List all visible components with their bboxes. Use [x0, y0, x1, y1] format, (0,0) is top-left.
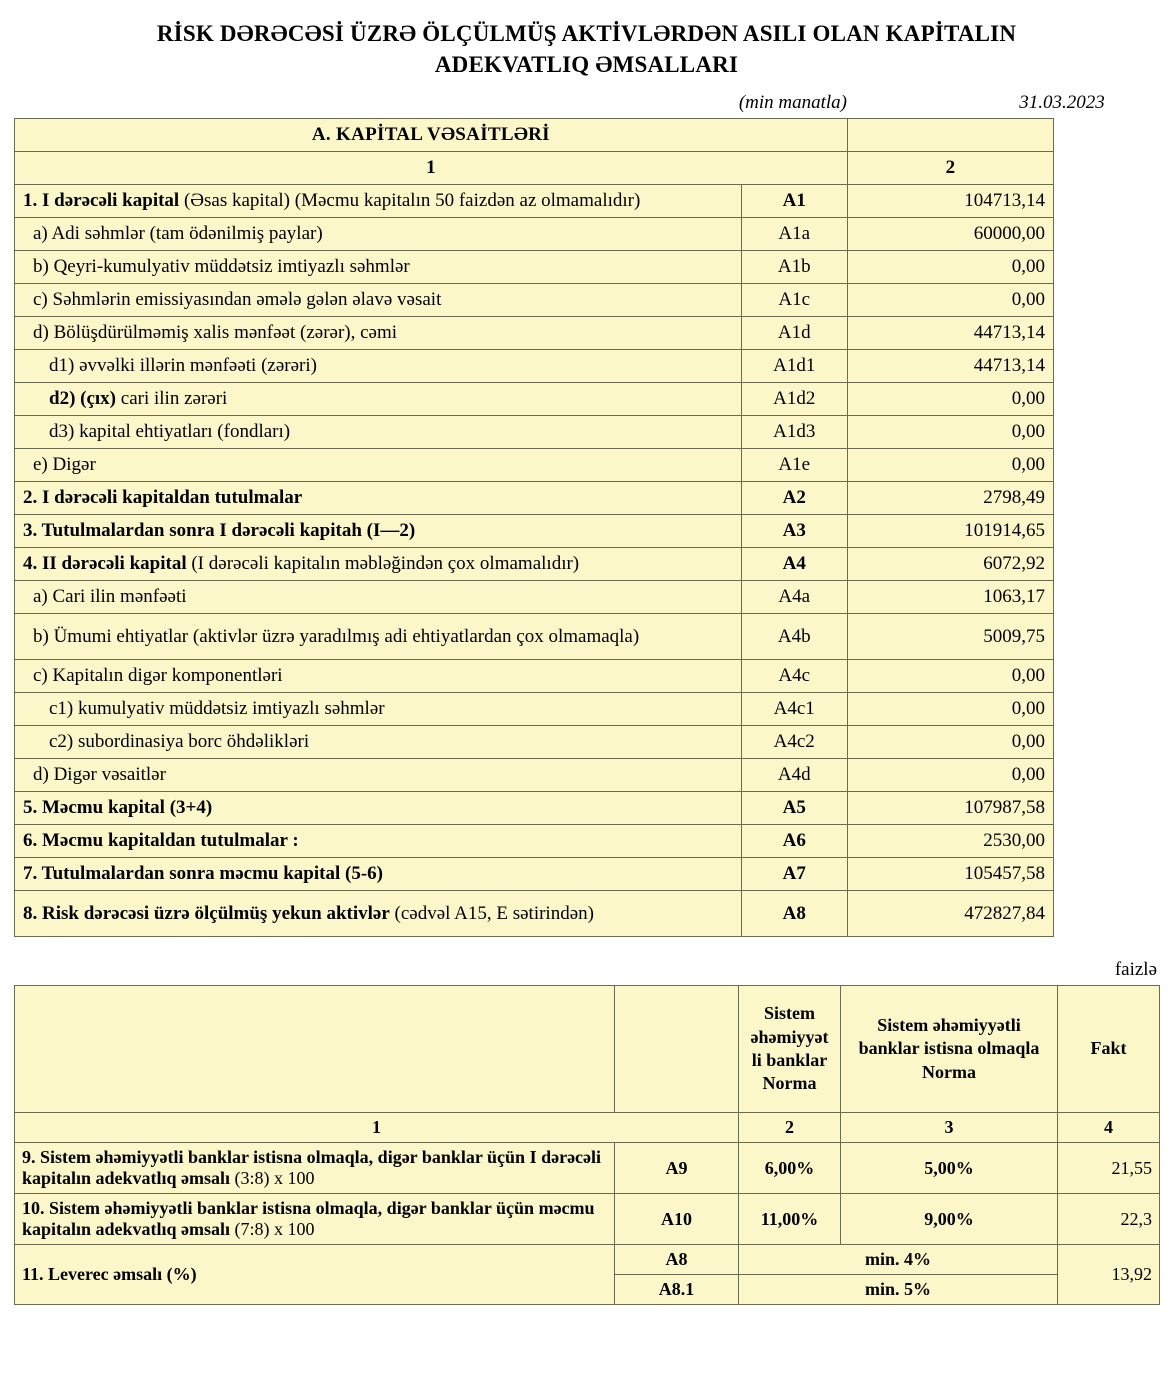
row-value: 0,00	[847, 284, 1053, 317]
table-row	[15, 383, 1054, 416]
table-row	[15, 891, 1054, 937]
row-label-rest: cari ilin zərəri	[116, 388, 228, 410]
row-fakt: 13,92	[1058, 1245, 1160, 1305]
row-value: 1063,17	[847, 581, 1053, 614]
row-value: 107987,58	[847, 792, 1053, 825]
ratios-header-norm-non-systemic: Sistem əhəmiyyətli banklar istisna olmaqla Norma	[841, 986, 1058, 1113]
capital-table-body	[15, 119, 1054, 937]
row-code: A9	[615, 1143, 739, 1194]
row-label-bold: 7. Tutulmalardan sonra məcmu kapital (5-6)	[23, 863, 383, 885]
row-code: A1d2	[741, 383, 847, 416]
row-label-bold: 2. I dərəcəli kapitaldan tutulmalar	[23, 487, 303, 509]
section-header-row	[15, 119, 1054, 152]
row-code: A2	[741, 482, 847, 515]
row-description	[15, 693, 742, 726]
row-code: A1d3	[741, 416, 847, 449]
row-value: 0,00	[847, 759, 1053, 792]
row-label-rest: a) Cari ilin mənfəəti	[33, 586, 187, 608]
row-value: 44713,14	[847, 317, 1053, 350]
table-row	[15, 825, 1054, 858]
table-row	[15, 482, 1054, 515]
row-label-bold: 8. Risk dərəcəsi üzrə ölçülmüş yekun aktivlər	[23, 902, 390, 924]
table-row	[15, 693, 1054, 726]
row-norm-a81: min. 5%	[739, 1275, 1058, 1305]
row-code: A1d1	[741, 350, 847, 383]
row-code: A5	[741, 792, 847, 825]
row-label-rest: c) Kapitalın digər komponentləri	[33, 665, 283, 687]
row-code: A7	[741, 858, 847, 891]
row-value: 0,00	[847, 416, 1053, 449]
table-row	[15, 660, 1054, 693]
row-label-bold: d2) (çıx)	[49, 388, 117, 410]
table-row	[15, 1194, 1160, 1245]
row-description	[15, 317, 742, 350]
capital-funds-table	[14, 118, 1054, 937]
leverage-row-first	[15, 1245, 1160, 1275]
row-value: 105457,58	[847, 858, 1053, 891]
column-number-row	[15, 152, 1054, 185]
row-code: A4c1	[741, 693, 847, 726]
row-fakt: 22,3	[1058, 1194, 1160, 1245]
table-row	[15, 317, 1054, 350]
row-code: A1b	[741, 251, 847, 284]
table-row	[15, 792, 1054, 825]
row-value: 0,00	[847, 251, 1053, 284]
page-title-line-1: RİSK DƏRƏCƏSİ ÜZRƏ ÖLÇÜLMÜŞ AKTİVLƏRDƏN ASILI OLAN KAPİTALIN	[156, 21, 1017, 46]
row-norm-systemic: 11,00%	[739, 1194, 841, 1245]
row-description	[15, 251, 742, 284]
row-code: A4	[741, 548, 847, 581]
row-code-a81: A8.1	[615, 1275, 739, 1305]
row-description	[15, 581, 742, 614]
row-label-bold: 9. Sistem əhəmiyyətli banklar istisna olmaqla, digər banklar üçün I dərəcəli kapitalın adekvatlıq əmsalı	[22, 1147, 602, 1189]
row-description	[15, 218, 742, 251]
table-row	[15, 350, 1054, 383]
report-date-label: 31.03.2023	[1019, 92, 1105, 114]
ratios-column-number-2: 2	[739, 1113, 841, 1143]
ratios-header-desc	[15, 986, 615, 1113]
row-value: 0,00	[847, 660, 1053, 693]
ratios-column-number-row	[15, 1113, 1160, 1143]
row-norm-non-systemic: 5,00%	[841, 1143, 1058, 1194]
row-code: A1e	[741, 449, 847, 482]
table-row	[15, 515, 1054, 548]
row-description	[15, 1194, 615, 1245]
row-label-bold: 3. Tutulmalardan sonra I dərəcəli kapitaһ (I—2)	[23, 520, 416, 542]
row-value: 2798,49	[847, 482, 1053, 515]
row-description	[15, 515, 742, 548]
ratios-column-number-4: 4	[1058, 1113, 1160, 1143]
row-label-rest: (I dərəcəli kapitalın məbləğindən çox olmamalıdır)	[186, 553, 580, 575]
row-value: 60000,00	[847, 218, 1053, 251]
ratios-header-norm-systemic: Sistem əhəmiyyət li banklar Norma	[739, 986, 841, 1113]
row-label-bold: 11. Leverec əmsalı (%)	[22, 1264, 197, 1285]
row-code-a8: A8	[615, 1245, 739, 1275]
table-row	[15, 726, 1054, 759]
row-code: A1d	[741, 317, 847, 350]
ratios-header-code	[615, 986, 739, 1113]
ratios-table-body	[15, 986, 1160, 1305]
row-value: 6072,92	[847, 548, 1053, 581]
row-norm-a8: min. 4%	[739, 1245, 1058, 1275]
row-description	[15, 792, 742, 825]
row-value: 472827,84	[847, 891, 1053, 937]
row-norm-systemic: 6,00%	[739, 1143, 841, 1194]
row-description	[15, 726, 742, 759]
row-description	[15, 383, 742, 416]
row-value: 44713,14	[847, 350, 1053, 383]
row-label-rest: d) Bölüşdürülməmiş xalis mənfəət (zərər), cəmi	[33, 322, 398, 344]
row-description	[15, 891, 742, 937]
row-code: A4d	[741, 759, 847, 792]
table-row	[15, 251, 1054, 284]
row-label-rest: e) Digər	[33, 454, 96, 476]
row-value: 0,00	[847, 726, 1053, 759]
row-code: A10	[615, 1194, 739, 1245]
section-header-cell: A. KAPİTAL VƏSAİTLƏRİ	[15, 119, 848, 152]
row-label-bold: 1. I dərəcəli kapital	[23, 190, 180, 212]
row-value: 0,00	[847, 449, 1053, 482]
row-code: A1a	[741, 218, 847, 251]
row-description	[15, 350, 742, 383]
row-code: A8	[741, 891, 847, 937]
table-row	[15, 449, 1054, 482]
row-label-bold: 5. Məcmu kapital (3+4)	[23, 797, 213, 819]
table-row	[15, 858, 1054, 891]
row-value: 0,00	[847, 693, 1053, 726]
table-row	[15, 218, 1054, 251]
row-code: A1c	[741, 284, 847, 317]
row-description	[15, 614, 742, 660]
row-description	[15, 185, 742, 218]
row-label-rest: c) Səhmlərin emissiyasından əmələ gələn əlavə vəsait	[33, 289, 442, 311]
row-description	[15, 858, 742, 891]
ratios-header-fakt: Fakt	[1058, 986, 1160, 1113]
row-code: A4c2	[741, 726, 847, 759]
row-code: A1	[741, 185, 847, 218]
row-label-rest: (3:8) x 100	[230, 1168, 315, 1189]
table-row	[15, 284, 1054, 317]
row-label-rest: (7:8) x 100	[230, 1219, 315, 1240]
table-row	[15, 1143, 1160, 1194]
row-description	[15, 825, 742, 858]
table-row	[15, 548, 1054, 581]
row-description	[15, 548, 742, 581]
column-number-2: 2	[847, 152, 1053, 185]
row-label-rest: d3) kapital ehtiyatları (fondları)	[49, 421, 291, 443]
row-label-rest: a) Adi səhmlər (tam ödənilmiş paylar)	[33, 223, 323, 245]
ratios-header-row	[15, 986, 1160, 1113]
row-label-bold: 6. Məcmu kapitaldan tutulmalar :	[23, 830, 299, 852]
row-value: 101914,65	[847, 515, 1053, 548]
row-description	[15, 482, 742, 515]
row-label-bold: 4. II dərəcəli kapital	[23, 553, 187, 575]
table-row	[15, 581, 1054, 614]
percent-unit-label: faizlə	[1114, 959, 1157, 981]
table-row	[15, 759, 1054, 792]
row-code: A4c	[741, 660, 847, 693]
row-description	[15, 660, 742, 693]
row-description	[15, 449, 742, 482]
ratios-column-number-3: 3	[841, 1113, 1058, 1143]
page-title-line-2: ADEKVATLIQ ƏMSALLARI	[434, 52, 739, 78]
table-row	[15, 614, 1054, 660]
row-label-rest: c2) subordinasiya borc öhdəlikləri	[49, 731, 310, 753]
row-norm-non-systemic: 9,00%	[841, 1194, 1058, 1245]
currency-unit-label: (min manatla)	[738, 92, 847, 114]
row-description	[15, 1245, 615, 1305]
row-label-bold: 10. Sistem əhəmiyyətli banklar istisna olmaqla, digər banklar üçün məcmu kapitalın adekvatlıq əmsalı	[22, 1198, 595, 1240]
row-label-rest: (cədvəl A15, E sətirindən)	[389, 902, 594, 924]
row-value: 104713,14	[847, 185, 1053, 218]
row-value: 5009,75	[847, 614, 1053, 660]
row-label-rest: d) Digər vəsaitlər	[33, 764, 166, 786]
row-description	[15, 416, 742, 449]
row-label-rest: (Əsas kapital) (Məcmu kapitalın 50 faizdən az olmamalıdır)	[179, 190, 641, 212]
row-code: A3	[741, 515, 847, 548]
section-header-empty-cell	[847, 119, 1053, 152]
row-code: A4a	[741, 581, 847, 614]
row-value: 0,00	[847, 383, 1053, 416]
row-fakt: 21,55	[1058, 1143, 1160, 1194]
column-number-1: 1	[15, 152, 848, 185]
row-description	[15, 759, 742, 792]
page-title	[0, 0, 1173, 80]
adequacy-ratios-table	[14, 985, 1160, 1305]
table-row	[15, 185, 1054, 218]
row-description	[15, 1143, 615, 1194]
row-description	[15, 284, 742, 317]
ratios-column-number-1: 1	[15, 1113, 739, 1143]
row-label-rest: b) Qeyri-kumulyativ müddətsiz imtiyazlı səhmlər	[33, 256, 410, 278]
row-value: 2530,00	[847, 825, 1053, 858]
row-code: A6	[741, 825, 847, 858]
table-meta	[0, 80, 1173, 118]
row-label-rest: b) Ümumi ehtiyatlar (aktivlər üzrə yaradılmış adi ehtiyatlardan çox olmamaqla)	[33, 625, 640, 647]
row-label-rest: c1) kumulyativ müddətsiz imtiyazlı səhmlər	[49, 698, 385, 720]
row-code: A4b	[741, 614, 847, 660]
table-row	[15, 416, 1054, 449]
row-label-rest: d1) əvvəlki illərin mənfəəti (zərəri)	[49, 355, 317, 377]
